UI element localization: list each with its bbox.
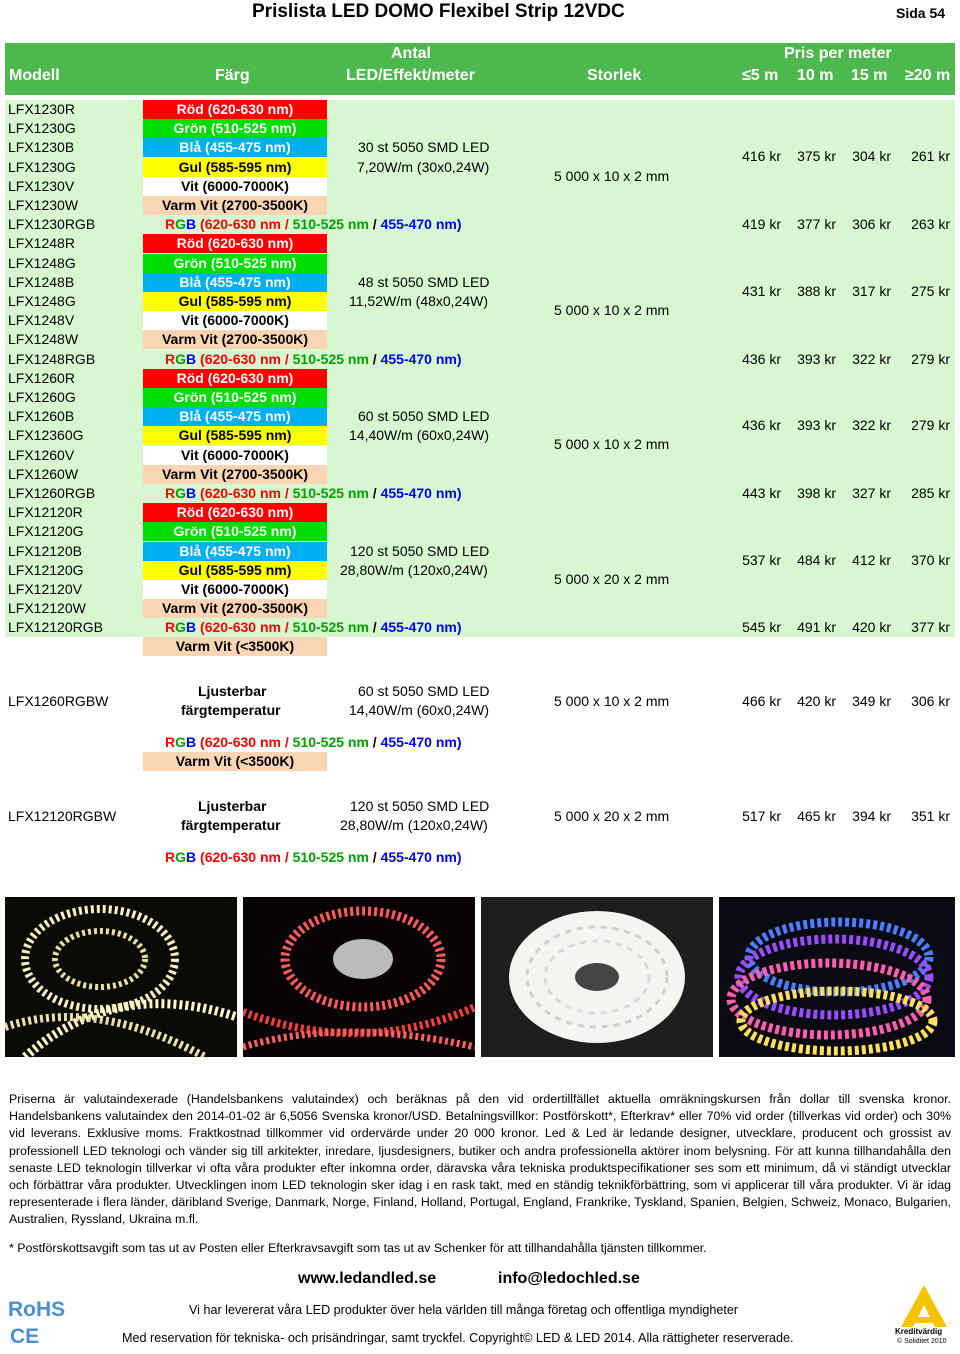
rgb-green-range: 510-525 nm bbox=[292, 485, 369, 501]
color-swatch-label: Vit (6000-7000K) bbox=[143, 311, 327, 330]
rgb-separator: / bbox=[368, 619, 381, 636]
email-link[interactable]: info@ledochled.se bbox=[498, 1270, 640, 1287]
header-5m: ≤5 m bbox=[742, 67, 779, 84]
website-link[interactable]: www.ledandled.se bbox=[298, 1270, 437, 1287]
price-cell: 327 kr bbox=[852, 485, 891, 501]
price-cell: 261 kr bbox=[911, 148, 950, 165]
color-temperature-label: färgtemperatur bbox=[181, 702, 281, 718]
price-cell: 466 kr bbox=[742, 693, 781, 709]
rgb-wavelength-label bbox=[165, 849, 462, 865]
rgb-separator: / bbox=[368, 216, 381, 233]
color-swatch-label: Vit (6000-7000K) bbox=[143, 580, 327, 599]
rgb-close-paren: ) bbox=[456, 619, 462, 636]
model-code: LFX1230RGB bbox=[8, 216, 96, 233]
header-15m: 15 m bbox=[851, 67, 888, 84]
power-per-meter: 28,80W/m (120x0,24W) bbox=[340, 561, 488, 578]
power-per-meter: 14,40W/m (60x0,24W) bbox=[349, 427, 490, 444]
rgb-b-letter: B bbox=[186, 350, 197, 367]
price-cell: 306 kr bbox=[852, 216, 891, 233]
price-cell: 393 kr bbox=[797, 350, 836, 367]
table-row bbox=[5, 388, 955, 407]
model-code: LFX1260R bbox=[8, 369, 75, 386]
model-code: LFX1230G bbox=[8, 158, 76, 175]
rgb-wavelength-label bbox=[165, 351, 462, 367]
price-cell: 537 kr bbox=[742, 551, 781, 568]
price-cell: 375 kr bbox=[797, 148, 836, 165]
rgb-separator: / bbox=[368, 849, 381, 865]
rgb-g-letter: G bbox=[175, 485, 187, 501]
model-code: LFX1230B bbox=[8, 139, 75, 156]
header-farg: Färg bbox=[215, 67, 250, 84]
model-code: LFX12120RGBW bbox=[8, 808, 117, 824]
price-cell: 431 kr bbox=[742, 282, 781, 299]
color-swatch-label: Blå (455-475 nm) bbox=[143, 542, 327, 561]
rgb-r-letter: R bbox=[165, 734, 176, 750]
model-code: LFX1248V bbox=[8, 312, 75, 329]
warm-white-swatch-label: Varm Vit (<3500K) bbox=[143, 752, 327, 771]
delivery-statement: Vi har levererat våra LED produkter över hela världen till många företag och offentliga myndigheter bbox=[189, 1303, 739, 1317]
rgb-blue-range: 455-470 nm bbox=[380, 734, 457, 750]
rgb-blue-range: 455-470 nm bbox=[380, 350, 457, 367]
table-row bbox=[5, 522, 955, 541]
rgb-blue-range: 455-470 nm bbox=[380, 216, 457, 233]
led-count: 120 st 5050 SMD LED bbox=[350, 798, 490, 814]
header-antal: Antal bbox=[391, 45, 431, 62]
rgb-red-range: (620-630 nm / bbox=[196, 734, 293, 750]
rgb-b-letter: B bbox=[186, 734, 197, 750]
price-cell: 484 kr bbox=[797, 551, 836, 568]
price-cell: 322 kr bbox=[852, 350, 891, 367]
model-code: LFX12120V bbox=[8, 581, 82, 597]
price-cell: 394 kr bbox=[852, 808, 891, 824]
rgb-r-letter: R bbox=[165, 619, 176, 636]
led-count: 30 st 5050 SMD LED bbox=[358, 139, 490, 156]
model-code: LFX1248R bbox=[8, 235, 75, 252]
rgb-g-letter: G bbox=[175, 849, 187, 865]
price-cell: 436 kr bbox=[742, 350, 781, 367]
table-row-rgb bbox=[5, 484, 955, 503]
color-swatch-label: Gul (585-595 nm) bbox=[143, 158, 327, 177]
price-cell: 491 kr bbox=[797, 619, 836, 636]
rgb-blue-range: 455-470 nm bbox=[380, 849, 457, 865]
price-cell: 420 kr bbox=[852, 619, 891, 636]
rgb-wavelength-label bbox=[165, 619, 462, 635]
price-cell: 398 kr bbox=[797, 485, 836, 501]
strip-size: 5 000 x 10 x 2 mm bbox=[554, 167, 670, 184]
model-code: LFX1260RGBW bbox=[8, 693, 109, 709]
price-cell: 275 kr bbox=[911, 282, 950, 299]
rgb-led-strip-coil-photo bbox=[719, 897, 955, 1057]
adjustable-label: Ljusterbar bbox=[198, 798, 267, 814]
rgb-g-letter: G bbox=[175, 350, 187, 367]
color-swatch-label: Vit (6000-7000K) bbox=[143, 446, 327, 465]
table-row bbox=[5, 119, 955, 138]
rgb-red-range: (620-630 nm / bbox=[196, 619, 293, 636]
footnote: * Postförskottsavgift som tas ut av Posten eller Efterkravsavgift som tas ut av Schenker för att tillhandahålla tjänsten tillkommer. bbox=[9, 1241, 707, 1255]
rgb-green-range: 510-525 nm bbox=[292, 216, 369, 233]
rgb-green-range: 510-525 nm bbox=[292, 849, 369, 865]
rgb-green-range: 510-525 nm bbox=[292, 734, 369, 750]
red-led-strip-reel-photo bbox=[243, 897, 475, 1057]
color-swatch-label: Varm Vit (2700-3500K) bbox=[143, 465, 327, 484]
rgb-red-range: (620-630 nm / bbox=[196, 216, 293, 233]
model-code: LFX1260RGB bbox=[8, 485, 96, 501]
model-code: LFX1230R bbox=[8, 101, 75, 117]
rgb-r-letter: R bbox=[165, 350, 176, 367]
rgb-green-range: 510-525 nm bbox=[292, 350, 369, 367]
rgb-r-letter: R bbox=[165, 485, 176, 501]
header-storlek: Storlek bbox=[587, 67, 642, 84]
table-header bbox=[5, 43, 955, 95]
model-code: LFX1230G bbox=[8, 120, 76, 137]
table-row bbox=[5, 330, 955, 349]
model-code: LFX12120B bbox=[8, 542, 82, 559]
table-row-rgb bbox=[5, 350, 955, 369]
white-led-strip-reel-photo bbox=[5, 897, 237, 1057]
rgb-b-letter: B bbox=[186, 619, 197, 636]
price-cell: 436 kr bbox=[742, 417, 781, 434]
power-per-meter: 14,40W/m (60x0,24W) bbox=[349, 702, 490, 718]
price-cell: 349 kr bbox=[852, 693, 891, 709]
model-code: LFX1260W bbox=[8, 465, 79, 482]
model-code: LFX1248G bbox=[8, 293, 76, 309]
led-count: 48 st 5050 SMD LED bbox=[358, 273, 490, 290]
rgb-close-paren: ) bbox=[456, 485, 462, 501]
model-code: LFX1230V bbox=[8, 177, 75, 194]
table-row bbox=[5, 234, 955, 253]
color-swatch-label: Grön (510-525 nm) bbox=[143, 119, 327, 138]
rgb-separator: / bbox=[368, 485, 381, 501]
price-cell: 517 kr bbox=[742, 808, 781, 824]
table-row bbox=[5, 311, 955, 330]
price-cell: 285 kr bbox=[911, 485, 950, 501]
rgb-g-letter: G bbox=[175, 734, 187, 750]
header-led-effekt: LED/Effekt/meter bbox=[346, 67, 475, 84]
ce-mark-logo: CE bbox=[10, 1325, 40, 1348]
rgb-close-paren: ) bbox=[456, 350, 462, 367]
led-count: 120 st 5050 SMD LED bbox=[350, 542, 490, 559]
color-swatch-label: Röd (620-630 nm) bbox=[143, 369, 327, 388]
price-cell: 370 kr bbox=[911, 551, 950, 568]
rgb-close-paren: ) bbox=[456, 734, 462, 750]
price-cell: 304 kr bbox=[852, 148, 891, 165]
strip-size: 5 000 x 10 x 2 mm bbox=[554, 693, 670, 709]
adjustable-label: Ljusterbar bbox=[198, 683, 267, 699]
rgb-b-letter: B bbox=[186, 216, 197, 233]
copyright-notice: Med reservation för tekniska- och prisändringar, samt tryckfel. Copyright© LED & LED 2014. Alla rättigheter reserverade. bbox=[122, 1331, 794, 1345]
color-temperature-label: färgtemperatur bbox=[181, 817, 281, 833]
color-swatch-label: Röd (620-630 nm) bbox=[143, 503, 327, 522]
rgb-separator: / bbox=[368, 350, 381, 367]
price-cell: 465 kr bbox=[797, 808, 836, 824]
color-swatch-label: Gul (585-595 nm) bbox=[143, 292, 327, 311]
header-10m: 10 m bbox=[797, 67, 834, 84]
model-code: LFX1248W bbox=[8, 331, 79, 348]
kreditvardig-logo bbox=[893, 1283, 955, 1349]
color-swatch-label: Röd (620-630 nm) bbox=[143, 100, 327, 119]
rgb-wavelength-label bbox=[165, 734, 462, 750]
color-swatch-label: Gul (585-595 nm) bbox=[143, 561, 327, 580]
warm-white-swatch-label: Varm Vit (<3500K) bbox=[143, 637, 327, 656]
model-code: LFX12360G bbox=[8, 427, 84, 444]
header-20m: ≥20 m bbox=[905, 67, 951, 84]
rgb-red-range: (620-630 nm / bbox=[196, 849, 293, 865]
kreditvardig-label: Kreditvärdig bbox=[895, 1327, 943, 1336]
rgb-b-letter: B bbox=[186, 849, 197, 865]
color-swatch-label: Varm Vit (2700-3500K) bbox=[143, 330, 327, 349]
strip-size: 5 000 x 10 x 2 mm bbox=[554, 436, 670, 453]
price-cell: 317 kr bbox=[852, 282, 891, 299]
table-row bbox=[5, 446, 955, 465]
color-swatch-label: Blå (455-475 nm) bbox=[143, 138, 327, 157]
led-count: 60 st 5050 SMD LED bbox=[358, 408, 490, 425]
color-swatch-label: Grön (510-525 nm) bbox=[143, 522, 327, 541]
rgb-green-range: 510-525 nm bbox=[292, 619, 369, 636]
rgb-g-letter: G bbox=[175, 619, 187, 636]
table-row bbox=[5, 580, 955, 599]
price-cell: 377 kr bbox=[911, 619, 950, 636]
price-cell: 388 kr bbox=[797, 282, 836, 299]
color-swatch-label: Vit (6000-7000K) bbox=[143, 177, 327, 196]
model-code: LFX1248B bbox=[8, 273, 75, 290]
price-cell: 263 kr bbox=[911, 216, 950, 233]
power-per-meter: 11,52W/m (48x0,24W) bbox=[349, 293, 489, 309]
rgbw-rgb-row bbox=[5, 848, 955, 867]
header-pris-per-meter: Pris per meter bbox=[784, 45, 892, 62]
page-number: Sida 54 bbox=[896, 5, 946, 21]
rgb-close-paren: ) bbox=[456, 216, 462, 233]
model-code: LFX12120G bbox=[8, 523, 84, 540]
price-cell: 351 kr bbox=[911, 808, 950, 824]
price-cell: 279 kr bbox=[911, 350, 950, 367]
rgb-close-paren: ) bbox=[456, 849, 462, 865]
rgb-blue-range: 455-470 nm bbox=[380, 619, 457, 636]
led-count: 60 st 5050 SMD LED bbox=[358, 683, 490, 699]
rgbw-rgb-row bbox=[5, 733, 955, 752]
power-per-meter: 28,80W/m (120x0,24W) bbox=[340, 817, 488, 833]
rgb-b-letter: B bbox=[186, 485, 197, 501]
strip-size: 5 000 x 20 x 2 mm bbox=[554, 570, 670, 587]
color-swatch-label: Gul (585-595 nm) bbox=[143, 426, 327, 445]
rgb-blue-range: 455-470 nm bbox=[380, 485, 457, 501]
model-code: LFX1260G bbox=[8, 389, 76, 405]
rgb-wavelength-label bbox=[165, 216, 462, 232]
price-cell: 545 kr bbox=[742, 619, 781, 636]
price-cell: 419 kr bbox=[742, 216, 781, 233]
color-swatch-label: Grön (510-525 nm) bbox=[143, 254, 327, 273]
soliditet-label: © Soliditet 2010 bbox=[897, 1338, 947, 1345]
color-swatch-label: Varm Vit (2700-3500K) bbox=[143, 196, 327, 215]
price-cell: 322 kr bbox=[852, 417, 891, 434]
price-cell: 416 kr bbox=[742, 148, 781, 165]
white-led-strip-closeup-photo bbox=[481, 897, 713, 1057]
table-row bbox=[5, 503, 955, 522]
table-row-rgb bbox=[5, 618, 955, 637]
price-cell: 306 kr bbox=[911, 693, 950, 709]
rgb-red-range: (620-630 nm / bbox=[196, 350, 293, 367]
table-row bbox=[5, 465, 955, 484]
table-row bbox=[5, 369, 955, 388]
table-row bbox=[5, 254, 955, 273]
rgb-g-letter: G bbox=[175, 216, 187, 233]
model-code: LFX12120RGB bbox=[8, 619, 103, 636]
color-swatch-label: Blå (455-475 nm) bbox=[143, 407, 327, 426]
model-code: LFX1260V bbox=[8, 446, 75, 463]
price-cell: 443 kr bbox=[742, 485, 781, 501]
model-code: LFX12120R bbox=[8, 504, 83, 521]
rohs-logo: RoHS bbox=[8, 1298, 66, 1321]
table-row bbox=[5, 196, 955, 215]
model-code: LFX1230W bbox=[8, 197, 79, 213]
rgb-r-letter: R bbox=[165, 849, 176, 865]
price-cell: 377 kr bbox=[797, 216, 836, 233]
table-row bbox=[5, 100, 955, 119]
model-code: LFX1260B bbox=[8, 408, 75, 425]
rgb-red-range: (620-630 nm / bbox=[196, 485, 293, 501]
model-code: LFX12120G bbox=[8, 561, 84, 578]
color-swatch-label: Varm Vit (2700-3500K) bbox=[143, 599, 327, 618]
model-code: LFX12120W bbox=[8, 600, 86, 617]
color-swatch-label: Grön (510-525 nm) bbox=[143, 388, 327, 407]
strip-size: 5 000 x 10 x 2 mm bbox=[554, 302, 670, 318]
price-cell: 393 kr bbox=[797, 417, 836, 434]
rgb-r-letter: R bbox=[165, 216, 176, 233]
table-row bbox=[5, 599, 955, 618]
power-per-meter: 7,20W/m (30x0,24W) bbox=[357, 158, 490, 175]
terms-paragraph: Priserna är valutaindexerade (Handelsbankens valutaindex) och beräknas på den vid ordertillfället aktuella omräkningskursen från dollar till svenska kronor. Handelsbankens valutaindex den 2014-01-02 är 6,5056 Svenska kronor/USD. Betalningsvillkor: Postförskott*, Efterkrav* eller 70% vid order (tillverkas vid order) och 30% vid leverans. Exklusive moms. Fraktkostnad tillkommer vid ordervärde under 20 000 kronor. Led & Led är ledande designer, utvecklare, producent och grossist av professionell LED teknologi och vänder sig till arkitekter, inredare, ljusdesigners, butiker och andra professionella aktörer inom belysning. För att kunna tillhandahålla den senaste LED teknologin tillverkar vi ofta våra produkter efter inkomna order, däravska våra tekniska produktspecifikationer ses som ett minimum, då vi ständigt utvecklar och förbättrar våra produkter. Utvecklingen inom LED teknologin sker idag i en rask takt, med en ständig teknikförbättring, som vi applicerar till våra produkter. Vi är idag representerade i flera länder, däribland Sverige, Danmark, Norge, Finland, Holland, Portugal, England, Frankrike, Tyskland, Spanien, Belgien, Schweiz, Monaco, Bulgarien, Australien, Ryssland, Ukraina m.fl. bbox=[9, 1092, 951, 1227]
page-title: Prislista LED DOMO Flexibel Strip 12VDC bbox=[252, 1, 625, 22]
rgb-separator: / bbox=[368, 734, 381, 750]
rgb-wavelength-label bbox=[165, 485, 462, 501]
model-code: LFX1248G bbox=[8, 254, 76, 271]
price-cell: 420 kr bbox=[797, 693, 836, 709]
color-swatch-label: Blå (455-475 nm) bbox=[143, 273, 327, 292]
header-modell: Modell bbox=[9, 67, 60, 84]
price-cell: 412 kr bbox=[852, 551, 891, 568]
table-row bbox=[5, 177, 955, 196]
model-code: LFX1248RGB bbox=[8, 350, 96, 367]
strip-size: 5 000 x 20 x 2 mm bbox=[554, 808, 670, 824]
price-cell: 279 kr bbox=[911, 417, 950, 434]
color-swatch-label: Röd (620-630 nm) bbox=[143, 234, 327, 253]
table-row-rgb bbox=[5, 215, 955, 234]
